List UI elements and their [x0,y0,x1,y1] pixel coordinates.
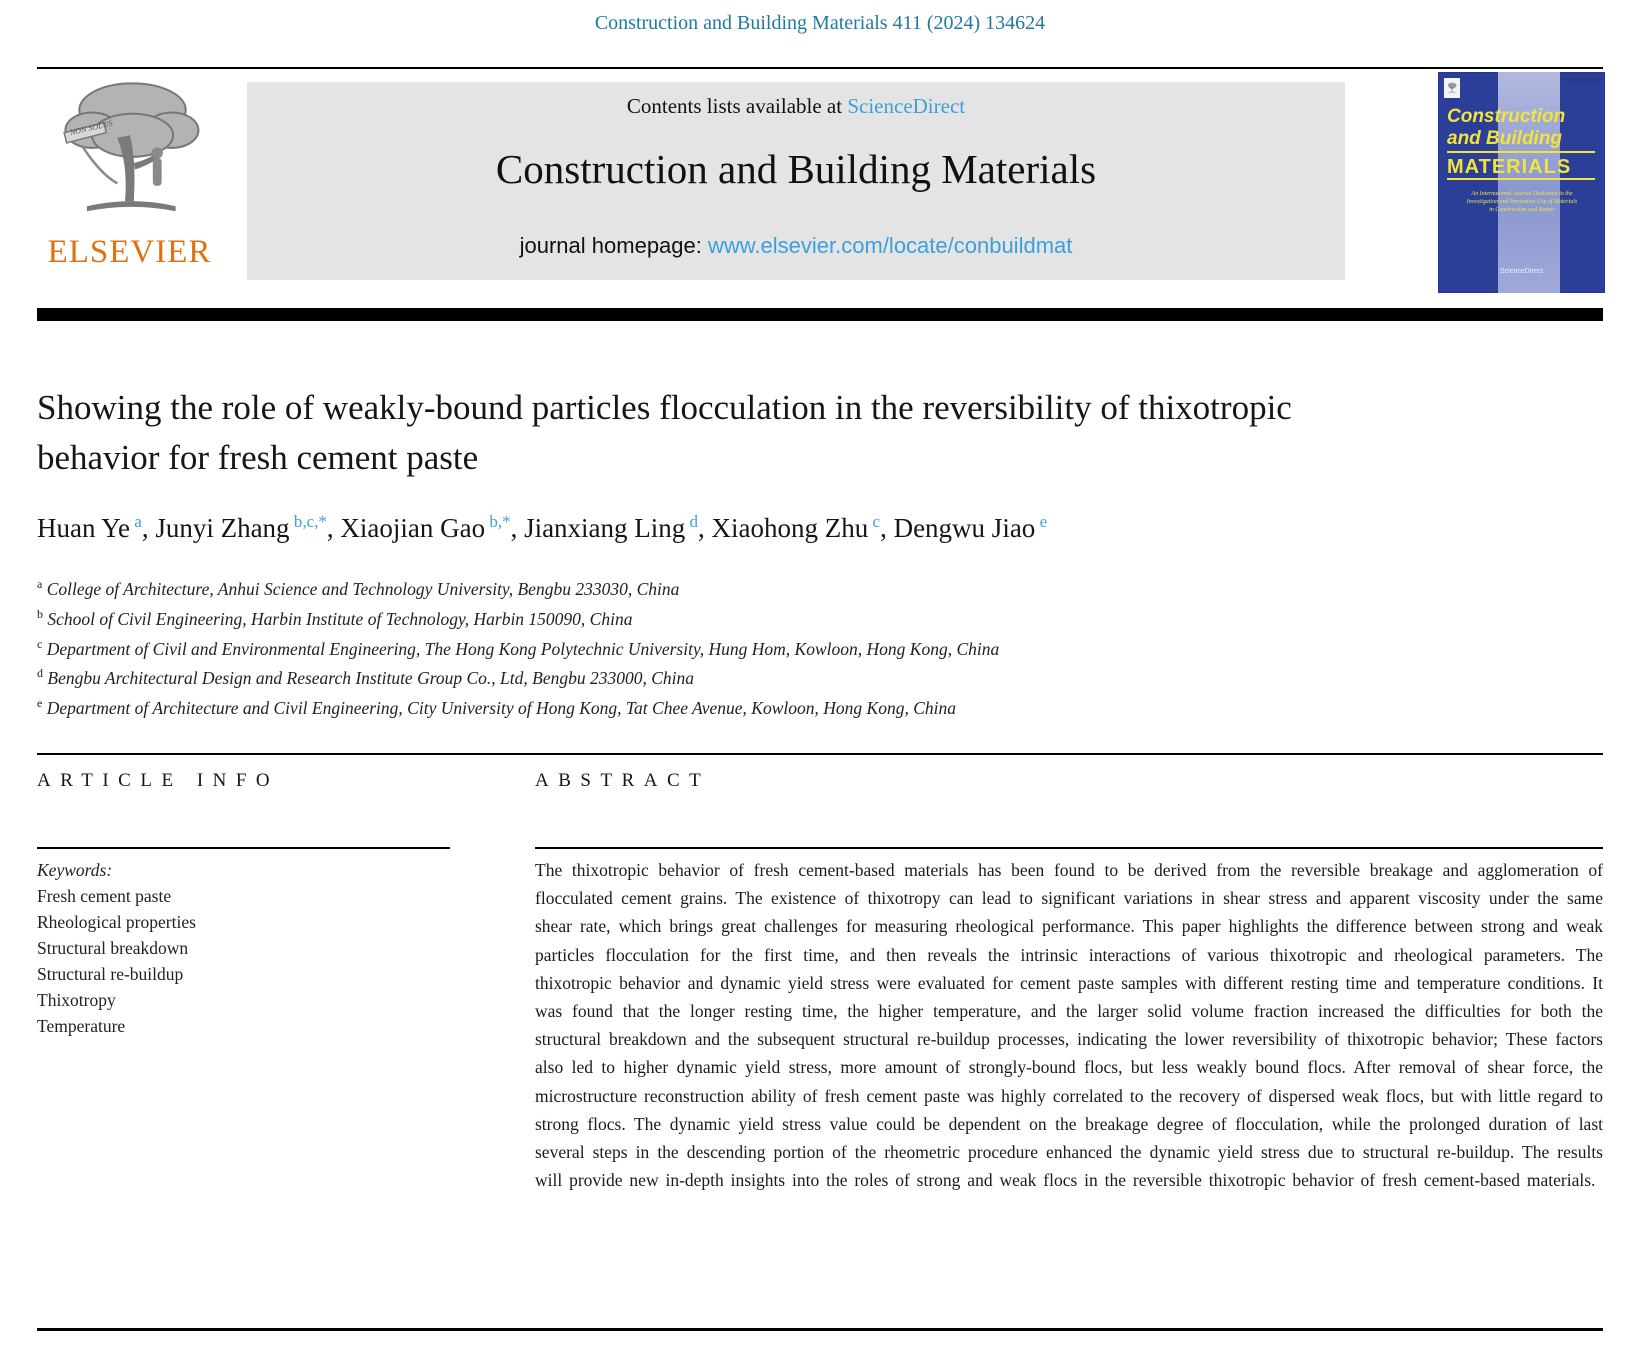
cover-title-line2: and Building [1447,128,1563,149]
author-name: Dengwu Jiao [893,513,1036,543]
abstract-text: The thixotropic behavior of fresh cement-based materials has been found to be derived from the reversible breakage and agglomeration of flocculated cement grains. The existence of thixotropy can lead to significant variations in shear stress and apparent viscosity under the same shear rate, which brings great challenges for measuring rheological performance. This paper highlights the difference between strong and weak particles flocculation for the first time, and then reveals the intrinsic interactions of various thixotropic and rheological parameters. The thixotropic behavior and dynamic yield stress were evaluated for cement paste samples with different resting time and temperature conditions. It was found that the longer resting time, the higher temperature, and the larger solid volume fraction increased the difficulties for both the structural breakdown and the subsequent structural re-buildup processes, indicating the lower reversibility of thixotropic behavior; These factors also led to higher dynamic yield stress, more amount of strongly-bound flocs, but less weakly bound flocs. After removal of shear force, the microstructure reconstruction ability of fresh cement paste was highly correlated to the recovery of dispersed weak flocs, but with little regard to strong flocs. The dynamic yield stress value could be dependent on the breakage degree of flocculation, while the prolonged duration of last several steps in the descending portion of the rheometric procedure enhanced the dynamic yield stress due to structural re-buildup. The results will provide new in-depth insights into the roles of strong and weak flocs in the reversible thixotropic behavior of fresh cement-based materials. [535,860,1603,1191]
affiliation-text: Bengbu Architectural Design and Research Institute Group Co., Ltd, Bengbu 233000, China [43,668,695,689]
author-list [37,512,1537,544]
cover-underline-1 [1447,151,1595,153]
contents-line-text: Contents lists available at [626,94,848,118]
elsevier-tree-icon [37,74,222,232]
keyword-item: Structural breakdown [37,938,189,958]
keyword-item: Rheological properties [37,912,196,932]
author-separator: , [326,513,341,543]
keyword-item: Thixotropy [37,990,116,1010]
keyword-item: Fresh cement paste [37,886,172,906]
keywords-block [37,857,457,1039]
affiliation-text: Department of Architecture and Civil Engineering, City University of Hong Kong, Tat Chee Avenue, Kowloon, Hong Kong, China [42,698,956,719]
affiliation-superscript: d [37,666,43,681]
article-info-rule [37,847,450,849]
journal-title: Construction and Building Materials [495,146,1097,192]
masthead-divider-bar [37,308,1603,321]
author-superscript: e [1035,512,1048,531]
affiliation-line [37,602,1537,632]
keywords-list [37,883,457,1039]
logo-motto-text: NON SOLUS [68,118,113,138]
author-separator: , [880,513,894,543]
author-name: Jianxiang Ling [524,513,686,543]
affiliation-line [37,691,1537,721]
affiliation-superscript: e [37,696,43,711]
abstract-rule [535,847,1603,849]
cover-title-line3: MATERIALS [1447,156,1572,178]
journal-cover-thumbnail[interactable] [1438,72,1605,293]
affiliation-list [37,572,1537,721]
cover-title-line1: Construction [1447,106,1566,127]
cover-issn: ISSN 0950-0618 [1563,78,1600,84]
homepage-label: journal homepage: [519,233,708,258]
elsevier-wordmark: ELSEVIER [47,234,212,270]
author-superscript: b,* [485,512,511,531]
affiliation-superscript: a [37,577,43,591]
journal-masthead [247,82,1345,280]
author-name: Junyi Zhang [155,513,290,543]
author-name: Huan Ye [37,513,131,543]
elsevier-logo [37,74,222,271]
affiliation-line [37,572,1537,602]
affiliation-line [37,661,1537,691]
cover-sciencedirect-label: ScienceDirect [1499,268,1544,275]
author-superscript: a [130,512,142,531]
article-title: Showing the role of weakly-bound particles flocculation in the reversibility of thixotropic behavior for fresh cement paste [37,388,1292,477]
cover-underline-2 [1447,178,1595,180]
author-name: Xiaojian Gao [340,513,486,543]
author-superscript: d [685,512,699,531]
affiliation-superscript: b [37,606,43,621]
keyword-item: Temperature [37,1016,126,1036]
affiliation-text: College of Architecture, Anhui Science and Technology University, Bengbu 233030, China [42,578,680,599]
author-separator: , [698,513,712,543]
keywords-label: Keywords: [37,860,113,880]
abstract-heading: ABSTRACT [535,770,711,791]
affiliation-text: School of Civil Engineering, Harbin Institute of Technology, Harbin 150090, China [43,608,633,629]
journal-citation: Construction and Building Materials 411 (2024) 134624 [594,12,1046,34]
author-separator: , [510,513,525,543]
affiliation-text: Department of Civil and Environmental Engineering, The Hong Kong Polytechnic University, Hung Hom, Kowloon, Hong Kong, China [42,638,1000,659]
author-superscript: b,c,* [289,512,327,531]
author-name: Xiaohong Zhu [711,513,869,543]
author-separator: , [141,513,156,543]
affiliation-line [37,632,1537,662]
article-info-heading: ARTICLE INFO [37,770,280,791]
section-top-rule [37,753,1603,755]
contents-line [247,94,1345,119]
affiliation-superscript: c [37,636,43,651]
sciencedirect-link[interactable]: ScienceDirect [847,94,966,118]
homepage-url-link[interactable]: www.elsevier.com/locate/conbuildmat [707,233,1073,258]
cover-subtitle: An International Journal Dedicated to the Investigation and Innovative Use of Materials in Construction and Repair [1466,191,1578,213]
author-superscript: c [868,512,881,531]
homepage-line [247,233,1345,259]
page-bottom-rule [37,1328,1603,1331]
keyword-item: Structural re-buildup [37,964,184,984]
cover-elsevier-mark-icon [1444,78,1460,98]
header-top-rule [37,67,1603,69]
